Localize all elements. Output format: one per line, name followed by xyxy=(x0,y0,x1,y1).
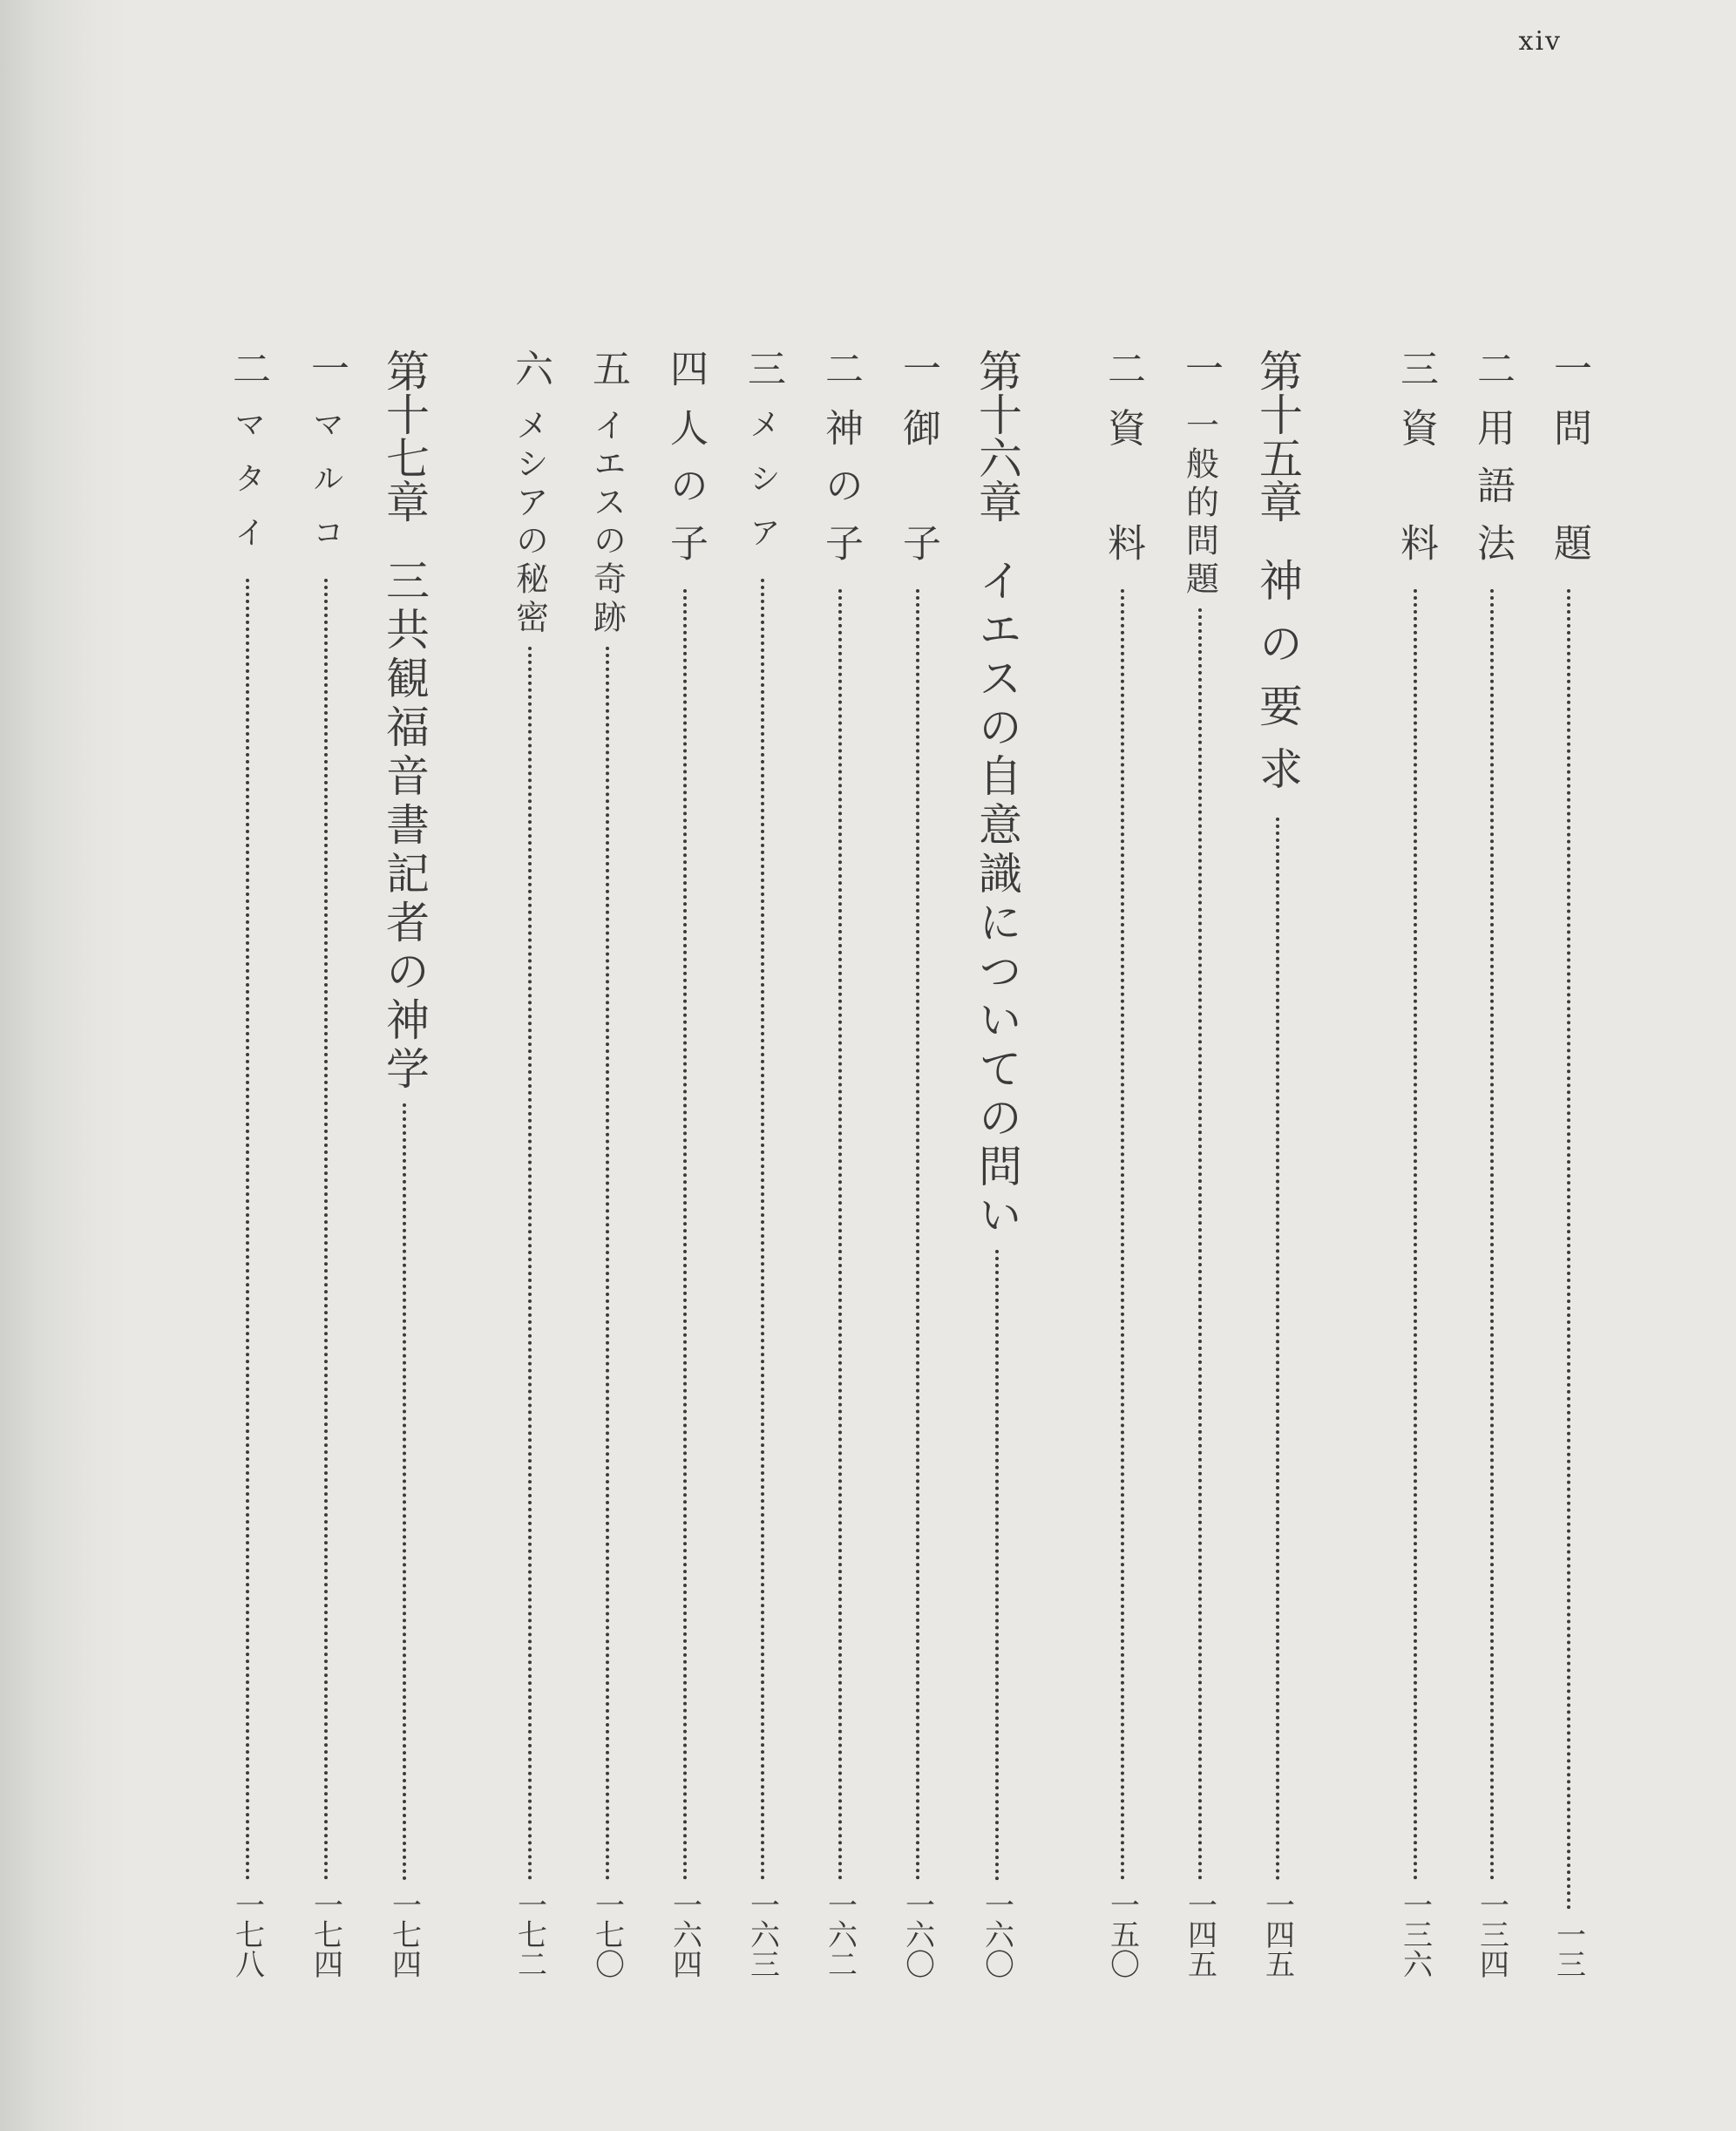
toc-entry[interactable] xyxy=(1387,349,1443,1978)
entry-title: 神の子 xyxy=(818,408,863,580)
entry-title: 人の子 xyxy=(663,408,708,580)
dot-leader xyxy=(1198,608,1202,1881)
dot-leader xyxy=(1414,589,1417,1881)
toc-entry[interactable] xyxy=(580,349,635,1978)
entry-number: 二 xyxy=(1101,349,1145,387)
toc-entry[interactable] xyxy=(1541,349,1597,1978)
entry-number: 一 xyxy=(1178,349,1223,387)
toc-chapter-entry[interactable] xyxy=(373,349,436,1978)
entry-title: マタイ xyxy=(229,408,266,570)
toc-entry[interactable] xyxy=(1464,349,1520,1978)
entry-title: 一般的問題 xyxy=(1180,408,1219,600)
toc-chapter-entry[interactable] xyxy=(1246,349,1309,1978)
dot-leader xyxy=(761,579,764,1881)
chapter-title: 神の要求 xyxy=(1252,558,1303,809)
entry-page: 一七八 xyxy=(229,1890,265,1978)
entry-number: 一 xyxy=(1547,349,1591,387)
entry-page: 一七四 xyxy=(308,1890,343,1978)
toc-entry[interactable] xyxy=(890,349,946,1978)
entry-title: 問 題 xyxy=(1547,408,1591,580)
entry-page: 一五〇 xyxy=(1104,1890,1140,1978)
dot-leader xyxy=(1276,818,1279,1881)
dot-leader xyxy=(606,647,609,1881)
entry-number: 三 xyxy=(1394,349,1438,387)
entry-page: 一七〇 xyxy=(589,1890,625,1978)
toc-entry[interactable] xyxy=(220,349,275,1978)
entry-number: 二 xyxy=(226,349,270,387)
dot-leader xyxy=(995,1250,999,1881)
entry-page: 一七二 xyxy=(512,1890,547,1978)
entry-number: 二 xyxy=(818,349,863,387)
entry-number: 五 xyxy=(586,349,630,387)
entry-title: メシアの秘密 xyxy=(510,408,549,638)
toc-entry[interactable] xyxy=(812,349,868,1978)
entry-title: イエスの奇跡 xyxy=(587,408,627,638)
entry-page: 一四五 xyxy=(1182,1890,1217,1978)
dot-leader xyxy=(324,579,328,1881)
entry-title: メシア xyxy=(744,408,781,570)
entry-number: 六 xyxy=(508,349,553,387)
toc-entry[interactable] xyxy=(735,349,790,1978)
entry-number: 一 xyxy=(896,349,940,387)
entry-number: 一 xyxy=(304,349,349,387)
entry-title: マルコ xyxy=(308,408,344,570)
entry-number: 二 xyxy=(1470,349,1515,387)
toc-entry[interactable] xyxy=(657,349,713,1978)
entry-page: 一六〇 xyxy=(979,1890,1014,1978)
chapter-number: 第十六章 xyxy=(972,349,1022,523)
dot-leader xyxy=(1121,589,1124,1881)
entry-page: 一六三 xyxy=(744,1890,780,1978)
toc-entry[interactable] xyxy=(502,349,558,1978)
entry-number: 三 xyxy=(741,349,785,387)
chapter-number: 第十五章 xyxy=(1252,349,1303,523)
dot-leader xyxy=(1490,589,1494,1881)
toc-entry[interactable] xyxy=(1172,349,1228,1978)
table-of-contents xyxy=(0,349,1736,2005)
entry-title: 用語法 xyxy=(1470,408,1515,580)
entry-page: 一七四 xyxy=(386,1890,422,1978)
dot-leader xyxy=(246,579,249,1881)
dot-leader xyxy=(683,589,687,1881)
dot-leader xyxy=(838,589,842,1881)
entry-page: 一四五 xyxy=(1259,1890,1295,1978)
entry-title: 資 料 xyxy=(1101,408,1145,580)
chapter-title: 三共観福音書記者の神学 xyxy=(379,558,430,1095)
dot-leader xyxy=(916,589,919,1881)
entry-number: 四 xyxy=(663,349,708,387)
entry-page: 一三四 xyxy=(1474,1890,1509,1978)
entry-page: 一三 xyxy=(1550,1919,1586,1978)
toc-entry[interactable] xyxy=(1095,349,1150,1978)
chapter-number: 第十七章 xyxy=(379,349,430,523)
chapter-title: イエスの自意識についての問い xyxy=(972,558,1022,1241)
entry-page: 一六四 xyxy=(667,1890,702,1978)
entry-title: 御 子 xyxy=(896,408,940,580)
entry-title: 資 料 xyxy=(1394,408,1438,580)
dot-leader xyxy=(403,1103,406,1881)
page-number: xiv xyxy=(1518,26,1562,57)
entry-page: 一六〇 xyxy=(899,1890,935,1978)
toc-chapter-entry[interactable] xyxy=(966,349,1028,1978)
entry-page: 一六二 xyxy=(822,1890,858,1978)
toc-entry[interactable] xyxy=(298,349,354,1978)
dot-leader xyxy=(1567,589,1570,1910)
dot-leader xyxy=(528,647,532,1881)
entry-page: 一三六 xyxy=(1397,1890,1433,1978)
